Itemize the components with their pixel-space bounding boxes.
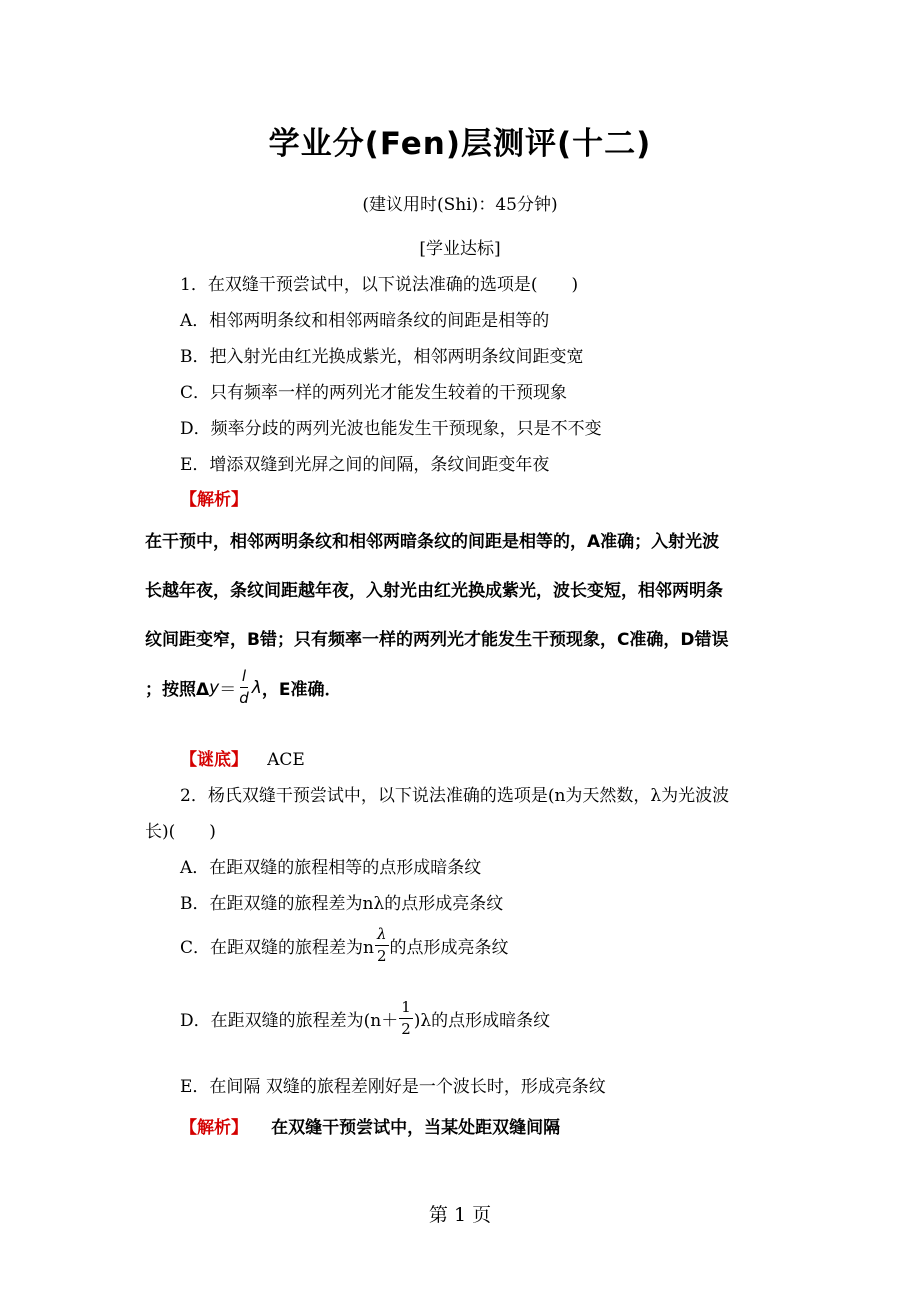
q2-analysis-text: 在双缝干预尝试中，当某处距双缝间隔 [271,1118,561,1138]
q1-answer-line [180,745,305,770]
option-c-fraction [375,926,389,966]
formula-fraction-l-over-d [237,668,251,708]
option-c-prefix: C．在距双缝的旅程差为n [180,938,374,959]
option-d-suffix: )λ的点形成暗条纹 [413,1011,551,1032]
q2-option-c [180,926,509,966]
option-d-fraction [399,999,413,1039]
q1-stem: 1．在双缝干预尝试中，以下说法准确的选项是( ) [180,275,579,295]
q2-stem-line-2: 长)( ) [145,822,216,842]
fraction-denominator: 2 [401,1020,411,1039]
fraction-numerator: 1 [399,999,413,1019]
fraction-denominator: 2 [376,947,387,966]
q1-analysis-tag: 【解析】 [180,490,248,510]
q1-option-b: B．把入射光由红光换成紫光，相邻两明条纹间距变宽 [180,347,584,367]
q1-analysis-line-3: 纹间距变窄，B错；只有频率一样的两列光才能发生干预现象，C准确，D错误 [145,630,729,650]
q2-analysis-tag: 【解析】 [180,1118,248,1138]
page-title: 学业分(Fen)层测评(十二) [268,126,652,162]
q1-option-d: D．频率分歧的两列光波也能发生干预现象，只是不不变 [180,419,602,439]
formula-suffix: ，E准确． [261,680,342,701]
fraction-denominator: d [239,689,249,708]
q1-option-a: A．相邻两明条纹和相邻两暗条纹的间距是相等的 [180,311,550,331]
option-d-prefix: D．在距双缝的旅程差为(n＋ [180,1011,399,1032]
time-note: (建议用时(Shi)：45分钟) [362,195,558,215]
q1-analysis-line-2: 长越年夜，条纹间距越年夜，入射光由红光换成紫光，波长变短，相邻两明条 [145,581,723,601]
q1-option-e: E．增添双缝到光屏之间的间隔，条纹间距变年夜 [180,455,550,475]
q2-option-e: E．在间隔 双缝的旅程差刚好是一个波长时，形成亮条纹 [180,1077,606,1097]
q2-analysis-line [180,1113,560,1138]
q2-option-b: B．在距双缝的旅程差为nλ的点形成亮条纹 [180,894,504,914]
answer-tag: 【谜底】 [180,750,248,770]
q1-analysis-line-1: 在干预中，相邻两明条纹和相邻两暗条纹的间距是相等的，A准确；入射光波 [145,532,720,552]
formula-equals: ＝ [219,680,237,701]
q2-stem-line-1: 2．杨氏双缝干预尝试中，以下说法准确的选项是(n为天然数，λ为光波波 [180,786,730,806]
q1-formula-line [145,668,341,708]
section-heading: [学业达标] [419,239,501,259]
fraction-numerator: l [240,668,248,688]
q2-option-d [180,999,550,1039]
q2-option-a: A．在距双缝的旅程相等的点形成暗条纹 [180,858,482,878]
formula-prefix: ；按照Δ [145,680,210,701]
formula-var-y: y [209,677,220,698]
formula-lambda: λ [251,677,262,698]
page-footer: 第 1 页 [428,1204,492,1226]
answer-value: ACE [267,750,305,770]
q1-option-c: C．只有频率一样的两列光才能发生较着的干预现象 [180,383,568,403]
fraction-numerator: λ [375,926,389,946]
option-c-suffix: 的点形成亮条纹 [389,938,509,959]
